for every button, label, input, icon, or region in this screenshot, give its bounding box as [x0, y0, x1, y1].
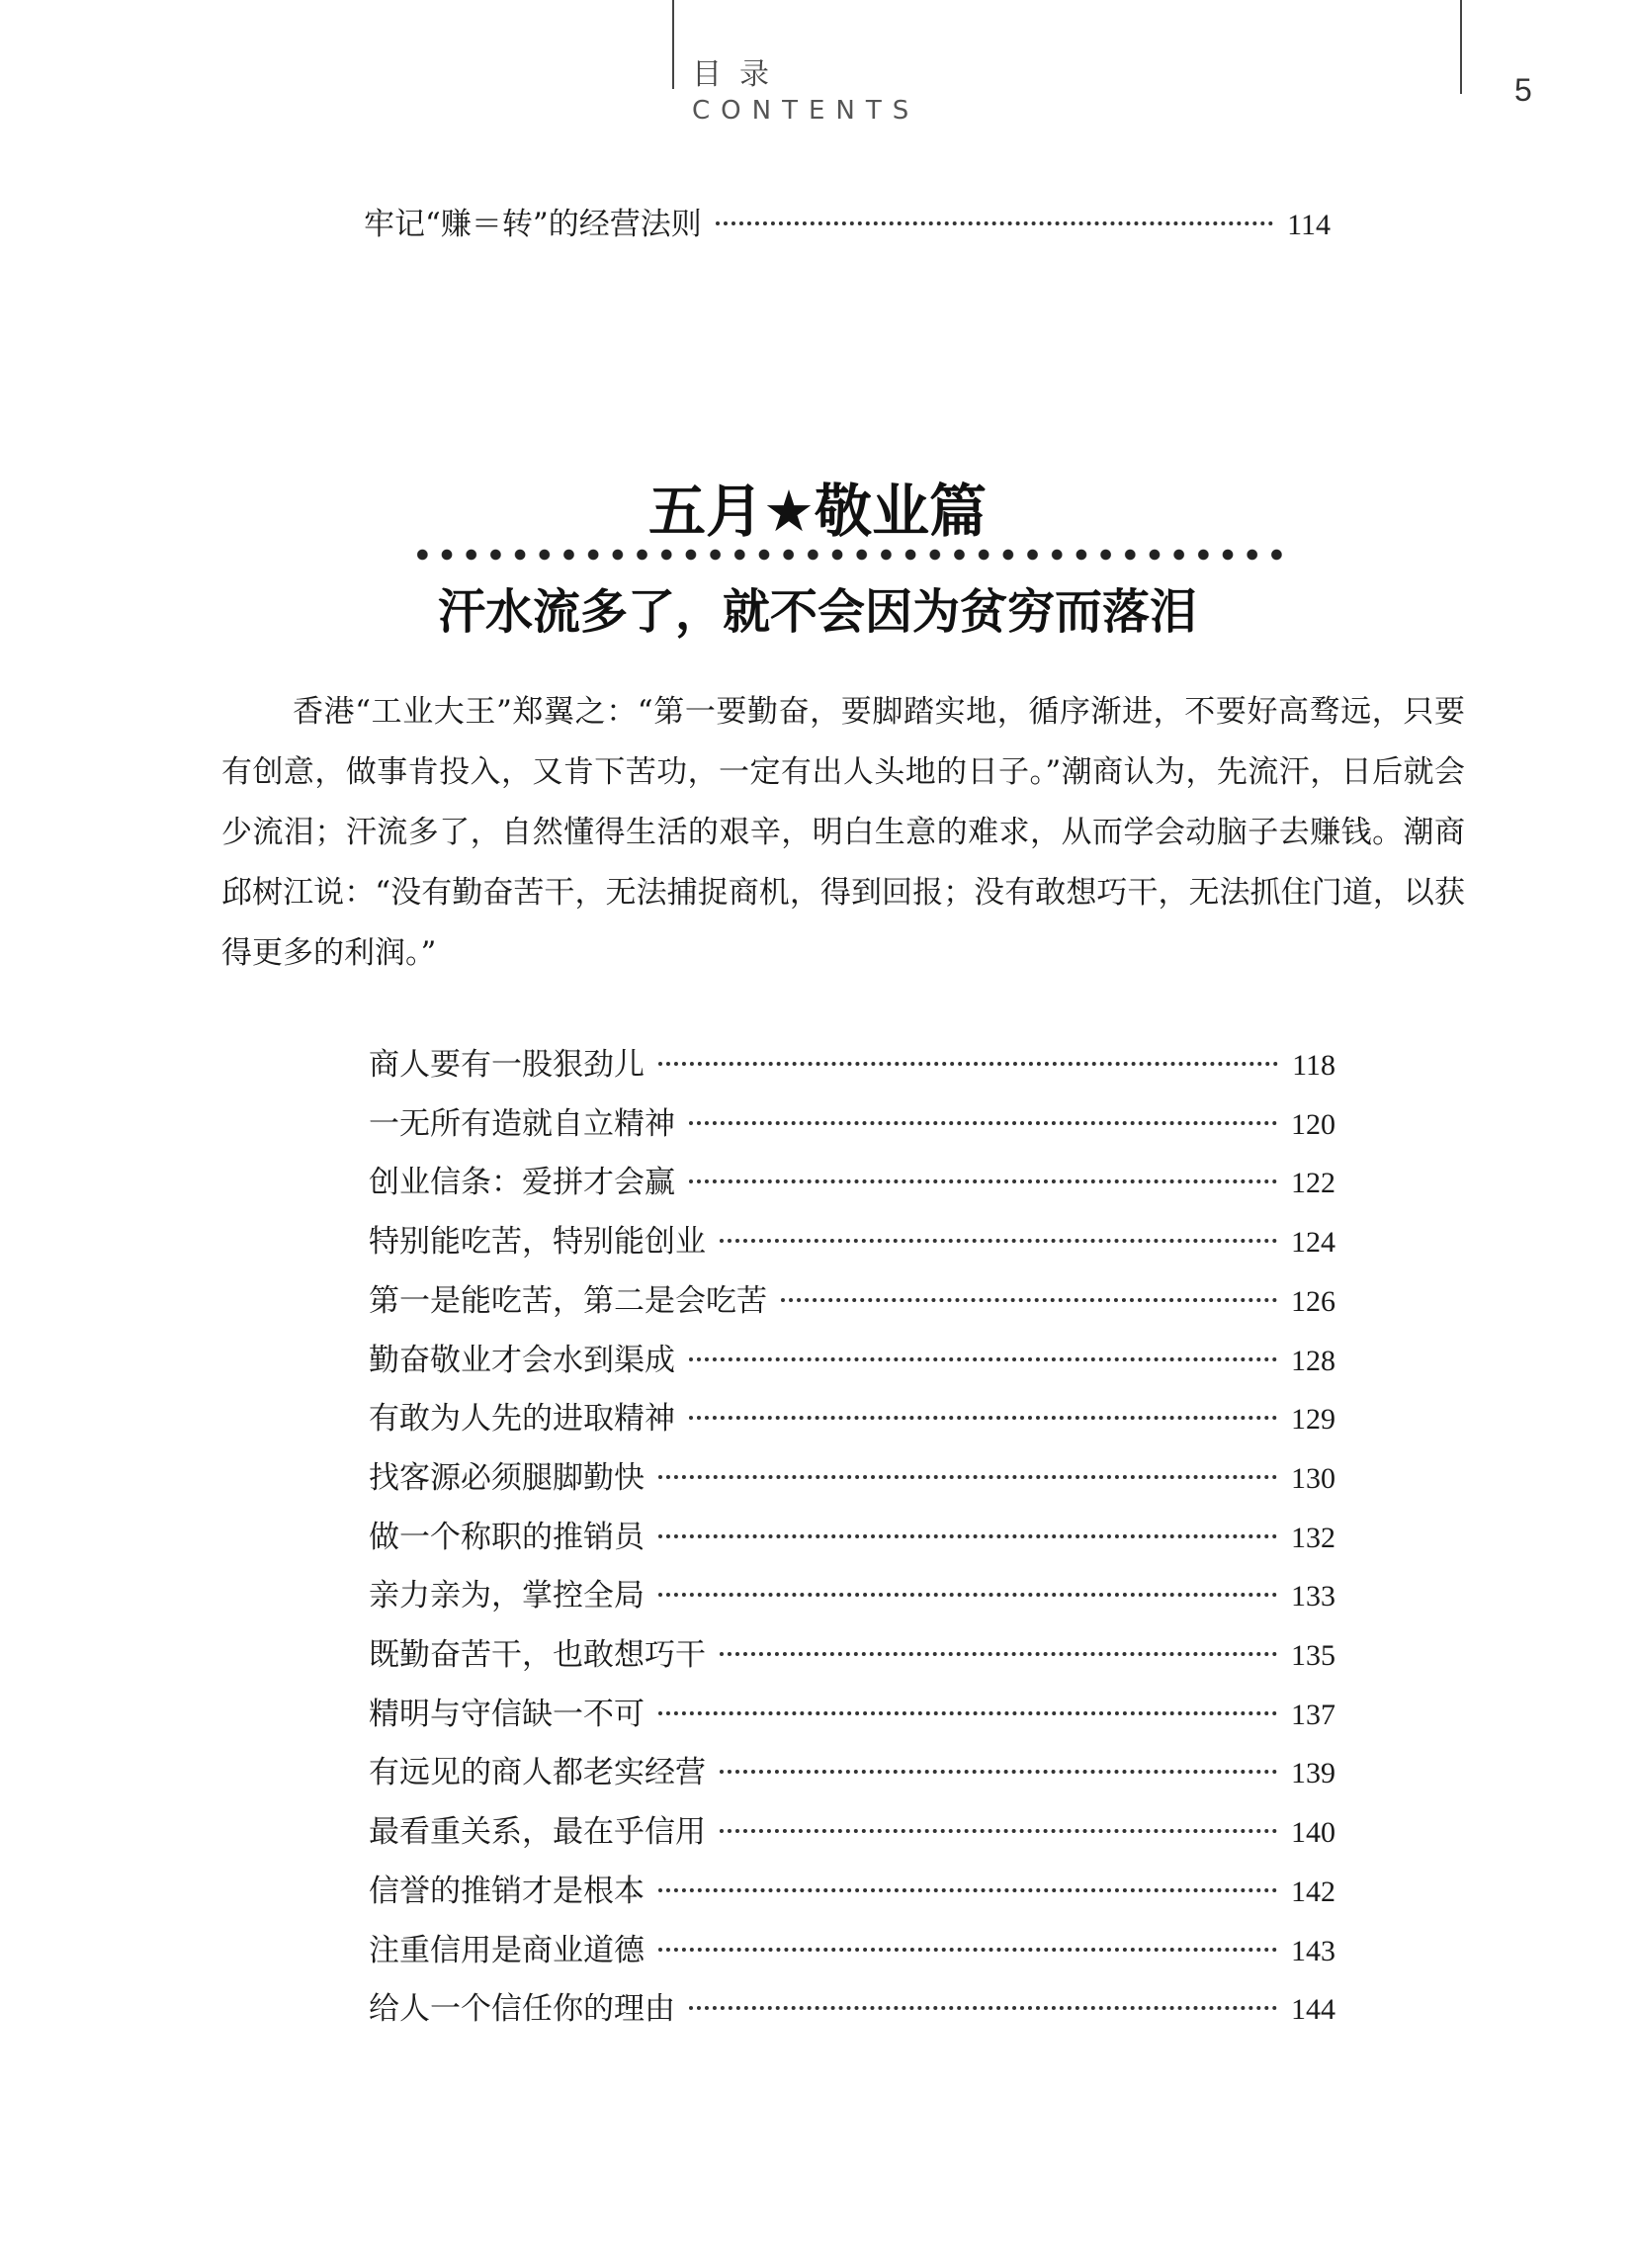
toc-entry-title: 一无所有造就自立精神	[369, 1106, 675, 1142]
header-rule-left	[672, 0, 674, 89]
header-title-en: CONTENTS	[692, 96, 920, 126]
toc-entry-page: 135	[1291, 1639, 1335, 1672]
section-intro: 香港“工业大王”郑翼之：“第一要勤奋，要脚踏实地，循序渐进，不要好高骛远，只要有创意，做事肯投入，又肯下苦功，一定有出人头地的日子。”潮商认为，先流汗，日后就会少流泪；汗流多了，自然懂得生活的艰辛，明白生意的难求，从而学会动脑子去赚钱。潮商邱树江说：“没有勤奋苦干，无法捕捉商机，得到回报；没有敢想巧干，无法抓住门道，以获得更多的利润。”	[221, 694, 1465, 971]
toc-entry-title: 创业信条：爱拼才会赢	[369, 1165, 675, 1200]
toc-entry[interactable]	[369, 1222, 1335, 1263]
dot-leader	[658, 1062, 1278, 1066]
dot-leader	[720, 1829, 1277, 1833]
toc-entry-page: 143	[1291, 1935, 1335, 1967]
dot-leader	[720, 1239, 1277, 1243]
dot-leader	[689, 2006, 1277, 2010]
toc-entry-page: 140	[1291, 1816, 1335, 1849]
toc-entry-title: 找客源必须腿脚勤快	[369, 1460, 645, 1496]
toc-entry[interactable]	[369, 1341, 1335, 1381]
toc-entry-page: 118	[1292, 1049, 1335, 1082]
toc-entry-page: 144	[1291, 1993, 1335, 2026]
section-dot-rule	[410, 549, 1290, 561]
toc-entry[interactable]	[369, 1812, 1335, 1853]
dot-leader	[689, 1121, 1277, 1125]
dot-leader	[689, 1416, 1277, 1420]
toc-entry-title: 既勤奋苦干，也敢想巧干	[369, 1637, 706, 1673]
dot-leader	[781, 1298, 1277, 1302]
dot-leader	[658, 1948, 1277, 1952]
toc-entry-title: 信誉的推销才是根本	[369, 1874, 645, 1909]
toc-entry[interactable]	[369, 1989, 1335, 2030]
toc-entry-title: 牢记“赚＝转”的经营法则	[364, 207, 702, 242]
toc-entry[interactable]	[369, 1872, 1335, 1912]
toc-entry-page: 142	[1291, 1875, 1335, 1908]
toc-entry-page: 137	[1291, 1699, 1335, 1731]
toc-entry-title: 第一是能吃苦，第二是会吃苦	[369, 1283, 767, 1319]
toc-entry-page: 133	[1291, 1580, 1335, 1613]
dot-leader	[720, 1770, 1277, 1774]
toc-entry-title: 精明与守信缺一不可	[369, 1697, 645, 1732]
toc-entry-title: 特别能吃苦，特别能创业	[369, 1224, 706, 1260]
header-rule-right	[1460, 0, 1462, 94]
toc-entry-title: 勤奋敬业才会水到渠成	[369, 1343, 675, 1378]
toc-entry-page: 124	[1291, 1226, 1335, 1259]
toc-entry[interactable]	[369, 1163, 1335, 1203]
toc-entry-page: 139	[1291, 1757, 1335, 1789]
dot-leader	[689, 1179, 1277, 1183]
toc-entry-page: 132	[1291, 1522, 1335, 1554]
dot-leader	[658, 1888, 1277, 1892]
toc-entry[interactable]	[369, 1399, 1335, 1439]
toc-entry-page: 120	[1291, 1108, 1335, 1141]
toc-entry-title: 有敢为人先的进取精神	[369, 1401, 675, 1437]
dot-leader	[658, 1534, 1277, 1538]
toc-entry[interactable]	[369, 1281, 1335, 1322]
toc-entry-title: 注重信用是商业道德	[369, 1933, 645, 1968]
toc-entry-page: 128	[1291, 1345, 1335, 1377]
toc-entry-title: 最看重关系，最在乎信用	[369, 1814, 706, 1850]
toc-entry[interactable]	[369, 1635, 1335, 1676]
toc-entry-title: 有远见的商人都老实经营	[369, 1755, 706, 1790]
toc-entry[interactable]	[364, 205, 1331, 245]
toc-entry[interactable]	[369, 1104, 1335, 1145]
toc-entry-title: 亲力亲为，掌控全局	[369, 1578, 645, 1614]
section-subtitle: 汗水流多了，就不会因为贫穷而落泪	[437, 584, 1197, 640]
toc-entry[interactable]	[369, 1458, 1335, 1499]
toc-entry-page: 130	[1291, 1462, 1335, 1495]
dot-leader	[720, 1652, 1277, 1656]
section-title: 五月★敬业篇	[648, 478, 987, 545]
dot-leader	[689, 1357, 1277, 1361]
page-number: 5	[1514, 72, 1532, 108]
toc-entry[interactable]	[369, 1753, 1335, 1793]
toc-entry-page: 126	[1291, 1285, 1335, 1318]
toc-entry[interactable]	[369, 1518, 1335, 1558]
dot-leader	[658, 1711, 1277, 1715]
toc-entry[interactable]	[369, 1045, 1335, 1086]
toc-entry[interactable]	[369, 1576, 1335, 1616]
dot-leader	[658, 1475, 1277, 1479]
toc-entry-title: 给人一个信任你的理由	[369, 1991, 675, 2027]
toc-entry-page: 122	[1291, 1167, 1335, 1199]
dot-leader	[716, 221, 1273, 225]
toc-entry[interactable]	[369, 1695, 1335, 1735]
header-title-cn: 目录	[692, 57, 787, 92]
toc-entry-title: 做一个称职的推销员	[369, 1520, 645, 1555]
toc-entry-page: 114	[1287, 209, 1331, 241]
toc-entry-title: 商人要有一股狠劲儿	[369, 1047, 645, 1083]
dot-leader	[658, 1593, 1277, 1597]
toc-entry-page: 129	[1291, 1403, 1335, 1436]
toc-entry[interactable]	[369, 1931, 1335, 1971]
